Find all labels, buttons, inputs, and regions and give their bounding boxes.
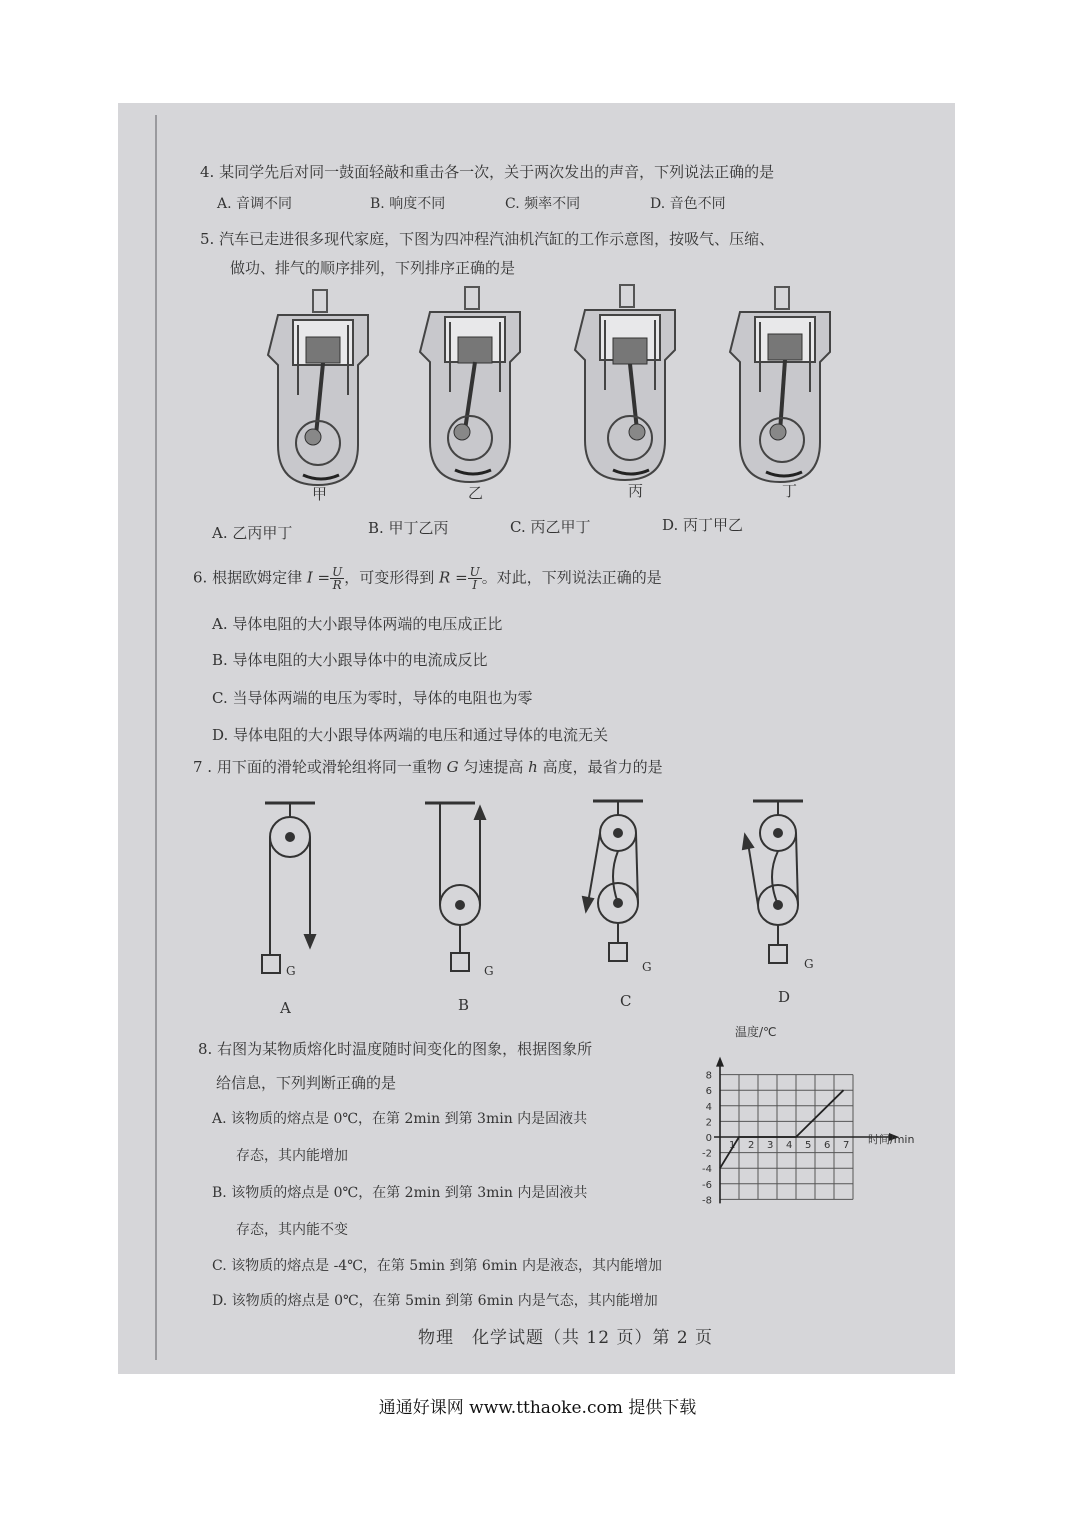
- q6-stem: [193, 566, 662, 591]
- x-tick-label: 3: [767, 1140, 774, 1151]
- chart-y-axis-label: 温度/℃: [735, 1025, 777, 1039]
- q7-stem-a: 7 . 用下面的滑轮或滑轮组将同一重物: [193, 758, 447, 776]
- q4-option-c: C. 频率不同: [505, 196, 581, 212]
- q6-option-c: C. 当导体两端的电压为零时，导体的电阻也为零: [212, 689, 533, 707]
- y-tick-label: 4: [705, 1101, 712, 1113]
- q8-option-a-line2: 存态，其内能增加: [236, 1148, 348, 1164]
- resistance-formula-numerator: U: [469, 565, 480, 579]
- q5-label-jia: 甲: [312, 485, 328, 503]
- x-tick-label: 2: [748, 1140, 755, 1151]
- melting-temperature-chart: [680, 1020, 940, 1230]
- engine-bing: [575, 285, 675, 480]
- q6-stem-suffix: 。对此，下列说法正确的是: [481, 568, 662, 587]
- q5-option-b: B. 甲丁乙丙: [368, 519, 449, 537]
- q8-option-d: D. 该物质的熔点是 0℃，在第 5min 到第 6min 内是气态，其内能增加: [212, 1293, 658, 1309]
- q6-option-b: B. 导体电阻的大小跟导体中的电流成反比: [212, 651, 488, 669]
- download-credit: 通通好课网 www.tthaoke.com 提供下载: [378, 1398, 697, 1418]
- q7-stem: [193, 758, 663, 776]
- q8-option-a-line1: A. 该物质的熔点是 0℃，在第 2min 到第 3min 内是固液共: [212, 1111, 588, 1127]
- y-tick-label: -4: [702, 1164, 712, 1176]
- q6-stem-mid: ，可变形得到: [344, 568, 440, 587]
- chart-axes: [714, 1057, 899, 1204]
- q5-option-d: D. 丙丁甲乙: [662, 516, 744, 534]
- chart-tick-labels: [702, 1071, 849, 1207]
- q8-option-b-line2: 存态，其内能不变: [236, 1222, 348, 1238]
- q7-label-a: A: [280, 999, 291, 1017]
- q7-label-c: C: [620, 992, 632, 1010]
- resistance-formula-left: R =: [439, 568, 468, 587]
- q5-stem-line1: 5. 汽车已走进很多现代家庭，下图为四冲程汽油机汽缸的工作示意图，按吸气、压缩、: [200, 230, 775, 248]
- pulley-a: [262, 803, 315, 973]
- q4-stem: 4. 某同学先后对同一鼓面轻敲和重击各一次，关于两次发出的声音，下列说法正确的是: [200, 163, 775, 181]
- q5-option-c: C. 丙乙甲丁: [510, 518, 591, 536]
- pulley-d: [743, 801, 803, 963]
- pulley-b: [425, 803, 485, 971]
- q7-stem-c: 高度，最省力的是: [537, 758, 663, 776]
- y-tick-label: -8: [702, 1195, 712, 1207]
- q5-label-ding: 丁: [782, 482, 798, 500]
- ohm-law-fraction: [330, 566, 344, 591]
- engine-yi: [420, 287, 520, 482]
- y-tick-label: 8: [705, 1070, 712, 1082]
- pulley-c: [583, 801, 643, 961]
- q5-option-a: A. 乙丙甲丁: [212, 524, 293, 542]
- binding-margin-line: [155, 115, 157, 1360]
- y-axis-arrow: [716, 1057, 724, 1067]
- q7-label-b: B: [458, 996, 470, 1014]
- q6-stem-prefix: 6. 根据欧姆定律: [193, 568, 307, 587]
- q7-stem-h: h: [528, 758, 538, 776]
- x-tick-label: 5: [805, 1140, 812, 1151]
- resistance-formula-fraction: [468, 566, 482, 591]
- x-tick-label: 7: [843, 1140, 850, 1151]
- y-tick-label: 0: [705, 1133, 712, 1144]
- q7-stem-b: 匀速提高: [458, 758, 529, 776]
- q7-weight-label-d: G: [804, 957, 814, 971]
- q7-stem-g: G: [446, 758, 459, 776]
- page-footer: 物理 化学试题（共 12 页）第 2 页: [418, 1328, 714, 1348]
- chart-x-axis-label: 时间/min: [868, 1133, 915, 1146]
- engine-jia: [268, 290, 368, 485]
- q5-label-bing: 丙: [628, 482, 644, 500]
- q7-weight-label-c: G: [642, 960, 652, 974]
- q8-option-b-line1: B. 该物质的熔点是 0℃，在第 2min 到第 3min 内是固液共: [212, 1185, 588, 1201]
- q5-stem-line2: 做功、排气的顺序排列，下列排序正确的是: [230, 259, 516, 277]
- y-tick-label: -6: [702, 1179, 712, 1191]
- ohm-law-numerator: U: [332, 565, 343, 579]
- resistance-formula-denominator: I: [472, 578, 478, 592]
- q6-option-a: A. 导体电阻的大小跟导体两端的电压成正比: [212, 615, 503, 633]
- y-tick-label: -2: [702, 1148, 712, 1160]
- x-tick-label: 4: [786, 1140, 793, 1151]
- pulley-figures: [255, 795, 815, 985]
- q8-stem-line2: 给信息，下列判断正确的是: [216, 1074, 397, 1092]
- q7-label-d: D: [778, 988, 791, 1006]
- y-tick-label: 6: [705, 1086, 712, 1098]
- q8-stem-line1: 8. 右图为某物质熔化时温度随时间变化的图象，根据图象所: [198, 1040, 593, 1058]
- q7-weight-label-b: G: [484, 964, 494, 978]
- engine-ding: [730, 287, 830, 482]
- ohm-law-left: I =: [306, 568, 331, 587]
- x-tick-label: 6: [824, 1140, 831, 1151]
- y-tick-label: 2: [705, 1117, 712, 1129]
- q5-label-yi: 乙: [468, 484, 484, 502]
- q8-option-c: C. 该物质的熔点是 -4℃，在第 5min 到第 6min 内是液态，其内能增加: [212, 1258, 663, 1274]
- q4-option-b: B. 响度不同: [370, 196, 446, 212]
- q6-option-d: D. 导体电阻的大小跟导体两端的电压和通过导体的电流无关: [212, 726, 609, 744]
- engine-stroke-figures: [260, 285, 860, 505]
- q7-weight-label-a: G: [286, 964, 296, 978]
- q4-option-a: A. 音调不同: [217, 196, 293, 212]
- q4-option-d: D. 音色不同: [650, 196, 726, 212]
- ohm-law-denominator: R: [332, 578, 342, 592]
- x-tick-label: 1: [729, 1140, 736, 1151]
